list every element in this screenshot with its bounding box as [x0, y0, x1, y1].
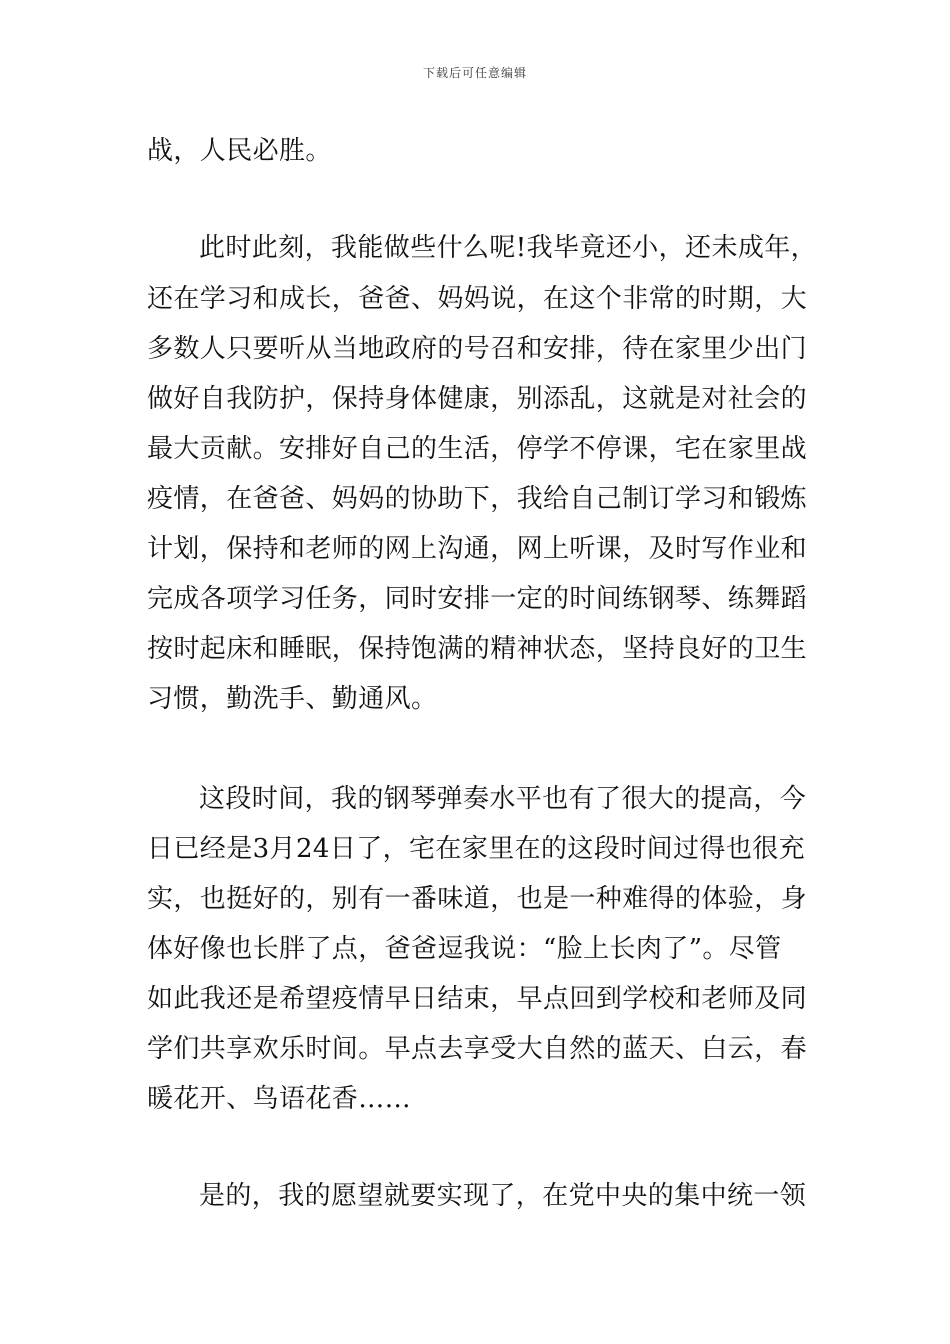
- page-header: 下载后可任意编辑: [422, 66, 527, 80]
- text-line: 还在学习和成长，爸爸、妈妈说，在这个非常的时期，大: [147, 284, 808, 314]
- text-line: 学们共享欢乐时间。早点去享受大自然的蓝天、白云，春: [147, 1034, 808, 1064]
- paragraph-start-line: 这段时间，我的钢琴弹奏水平也有了很大的提高，今: [199, 784, 807, 814]
- text-line: 如此我还是希望疫情早日结束，早点回到学校和老师及同: [147, 984, 808, 1014]
- text-line: 按时起床和睡眠，保持饱满的精神状态，坚持良好的卫生: [147, 634, 808, 664]
- text-line: 多数人只要听从当地政府的号召和安排，待在家里少出门: [147, 334, 808, 364]
- text-line: 体好像也长胖了点，爸爸逗我说：“脸上长肉了”。尽管: [147, 934, 782, 964]
- text-line: 战，人民必胜。: [147, 136, 332, 166]
- paragraph-start-line: 此时此刻，我能做些什么呢!我毕竟还小，还未成年，: [199, 233, 818, 263]
- text-line: 最大贡献。安排好自己的生活，停学不停课，宅在家里战: [147, 434, 808, 464]
- paragraph-start-line: 是的，我的愿望就要实现了，在党中央的集中统一领: [199, 1181, 807, 1211]
- text-line: 日已经是3月24日了，宅在家里在的这段时间过得也很充: [147, 834, 806, 864]
- text-line: 疫情，在爸爸、妈妈的协助下，我给自己制订学习和锻炼: [147, 484, 808, 514]
- text-line: 完成各项学习任务，同时安排一定的时间练钢琴、练舞蹈: [147, 584, 808, 614]
- text-line: 做好自我防护，保持身体健康，别添乱，这就是对社会的: [147, 384, 808, 414]
- text-line: 习惯，勤洗手、勤通风。: [147, 684, 438, 714]
- text-line: 暖花开、鸟语花香……: [147, 1084, 412, 1114]
- text-line: 计划，保持和老师的网上沟通，网上听课，及时写作业和: [147, 534, 808, 564]
- text-line: 实，也挺好的，别有一番味道，也是一种难得的体验，身: [147, 884, 808, 914]
